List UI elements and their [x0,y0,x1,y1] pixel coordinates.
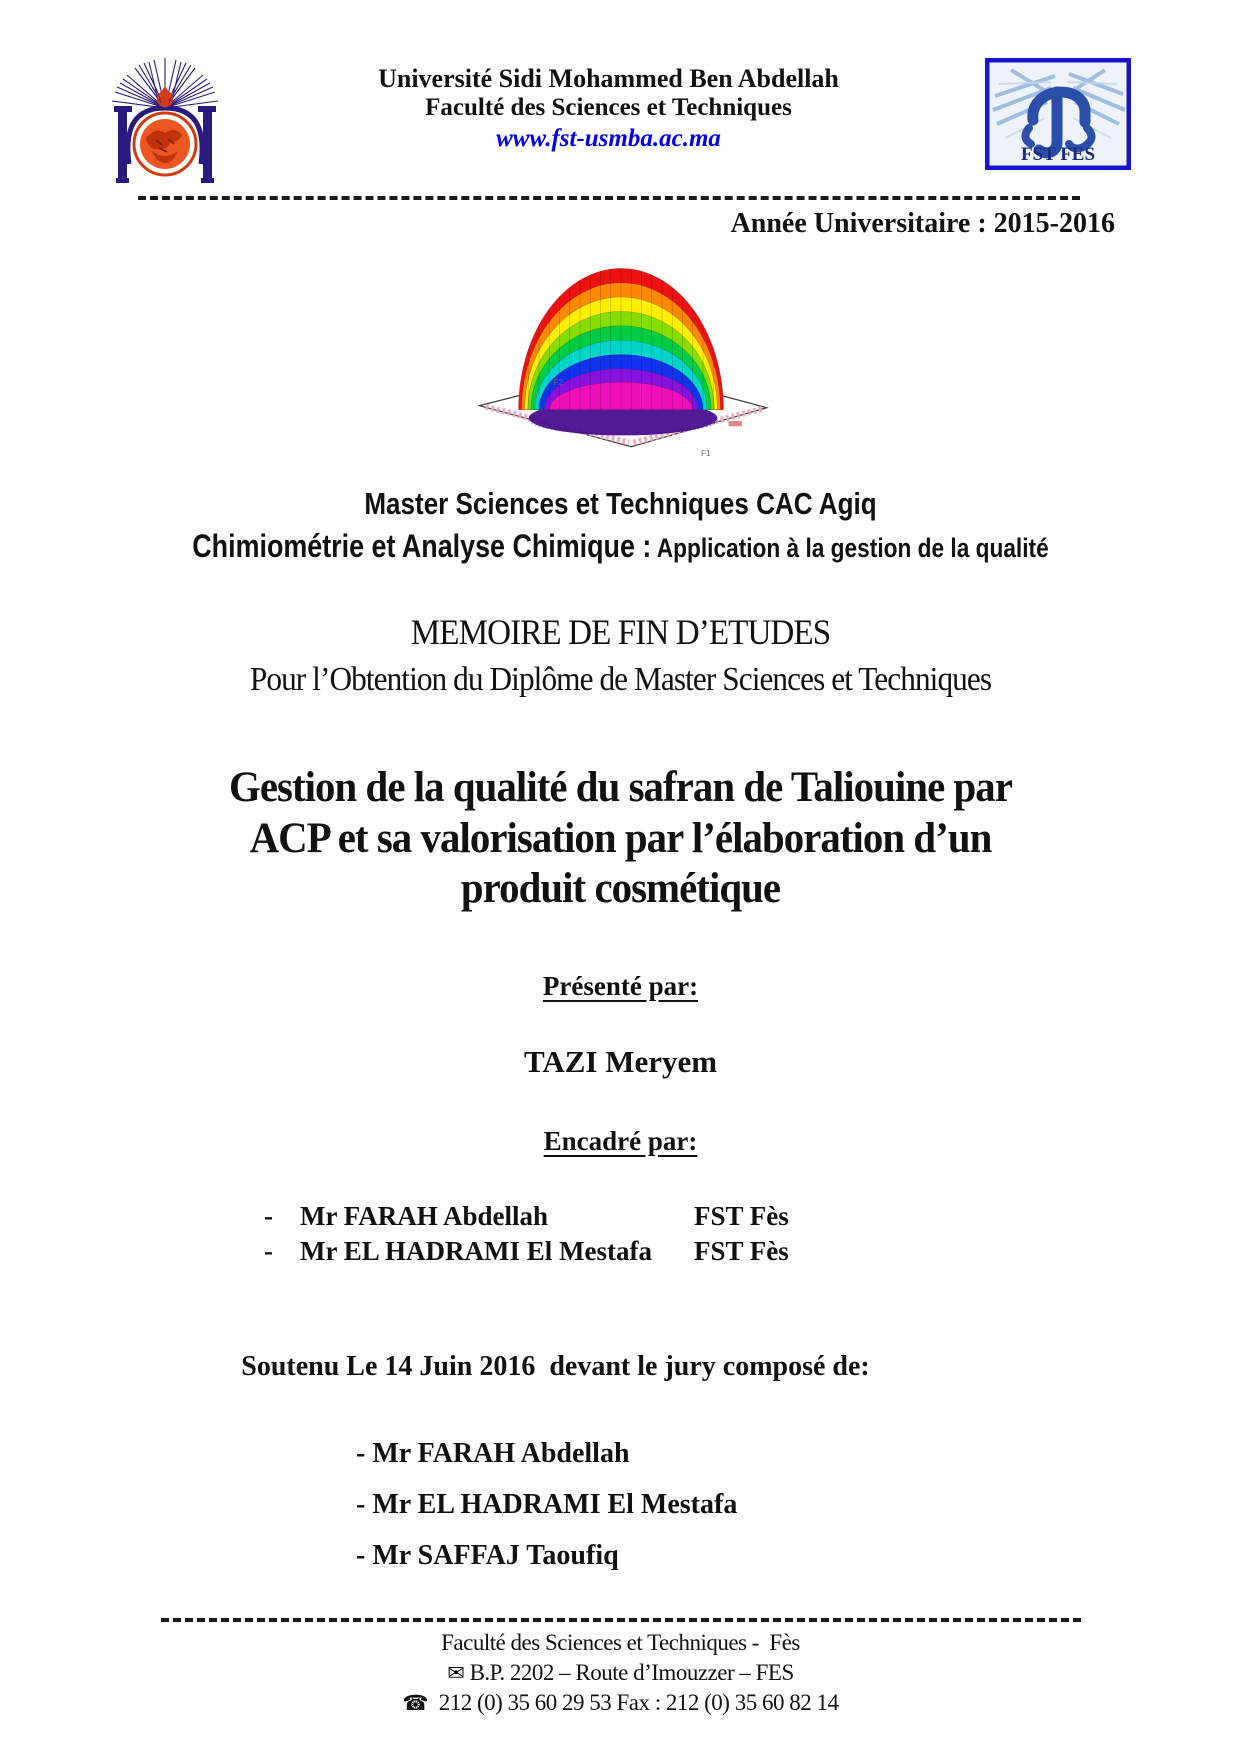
fst-fes-logo [985,58,1131,170]
faculty-name: Faculté des Sciences et Techniques [425,93,792,121]
memoire-title: MEMOIRE DE FIN D’ETUDES [410,612,831,652]
jury-list [356,1429,1241,1582]
supervisor-affiliation: FST Fès [694,1236,789,1267]
supervisors-list [264,1201,794,1267]
thesis-title [31,763,1210,915]
supervisor-row [264,1236,794,1267]
supervisor-name: Mr FARAH Abdellah [300,1201,549,1232]
program-name: Master Sciences et Techniques CAC Agiq [364,486,877,521]
footer-faculty: Faculté des Sciences et Techniques - Fès [441,1630,800,1656]
top-dashed-divider [138,196,1080,200]
university-name: Université Sidi Mohammed Ben Abdellah [378,64,839,93]
supervisor-row [264,1201,794,1232]
footer-phone-text: 212 (0) 35 60 29 53 Fax : 212 (0) 35 60 82 14 [438,1690,839,1716]
phone-icon: ☎ [402,1691,429,1716]
program-specialty-rest: Application à la gestion de la qualité [651,533,1049,563]
plot-red-tick-mark [728,421,741,426]
academic-year: Année Universitaire : 2015-2016 [730,208,1115,239]
plot-axis-y-label: F2 [552,378,563,388]
thesis-title-line-3: produit cosmétique [460,865,781,913]
footer-address [0,1658,1241,1688]
list-dash: - [264,1201,273,1232]
list-dash: - [264,1236,273,1267]
jury-member: - Mr FARAH Abdellah [356,1438,630,1470]
jury-member: - Mr SAFFAJ Taoufiq [356,1540,619,1572]
logo-medallion [134,86,196,175]
footer-address-text: B.P. 2202 – Route d’Imouzzer – FES [469,1660,794,1686]
supervisor-affiliation: FST Fès [694,1201,789,1232]
jury-member: - Mr EL HADRAMI El Mestafa [356,1489,738,1521]
supervised-by-label: Encadré par: [543,1126,698,1157]
university-logo [98,56,232,186]
program-block [0,486,1241,565]
page-footer [0,1618,1241,1718]
mail-icon: ✉ [447,1661,465,1686]
surface-plot-image [466,254,776,459]
program-specialty-strong: Chimiométrie et Analyse Chimique : [192,528,652,564]
supervisor-name: Mr EL HADRAMI El Mestafa [300,1236,652,1267]
program-specialty [99,528,1141,565]
memoire-subtitle: Pour l’Obtention du Diplôme de Master Sciences et Techniques [249,661,992,698]
thesis-title-line-1: Gestion de la qualité du safran de Taliouine par [229,764,1012,811]
presented-by-label: Présenté par: [542,971,699,1002]
footer-phone [0,1688,1241,1718]
institution-heading [232,56,985,154]
website-link[interactable]: www.fst-usmba.ac.ma [496,124,721,152]
surface-plot-figure [0,254,1241,464]
fst-logo-caption: FST FES [1020,144,1096,165]
plot-axis-x-label: F1 [700,448,711,458]
author-name: TAZI Meryem [523,1044,718,1080]
memoire-block [0,611,1241,699]
bottom-dashed-divider [161,1618,1081,1622]
page-header [0,0,1241,186]
defense-intro: Soutenu Le 14 Juin 2016 devant le jury composé de: [241,1351,870,1383]
thesis-title-line-2: ACP et sa valorisation par l’élaboration d’un [249,814,992,862]
